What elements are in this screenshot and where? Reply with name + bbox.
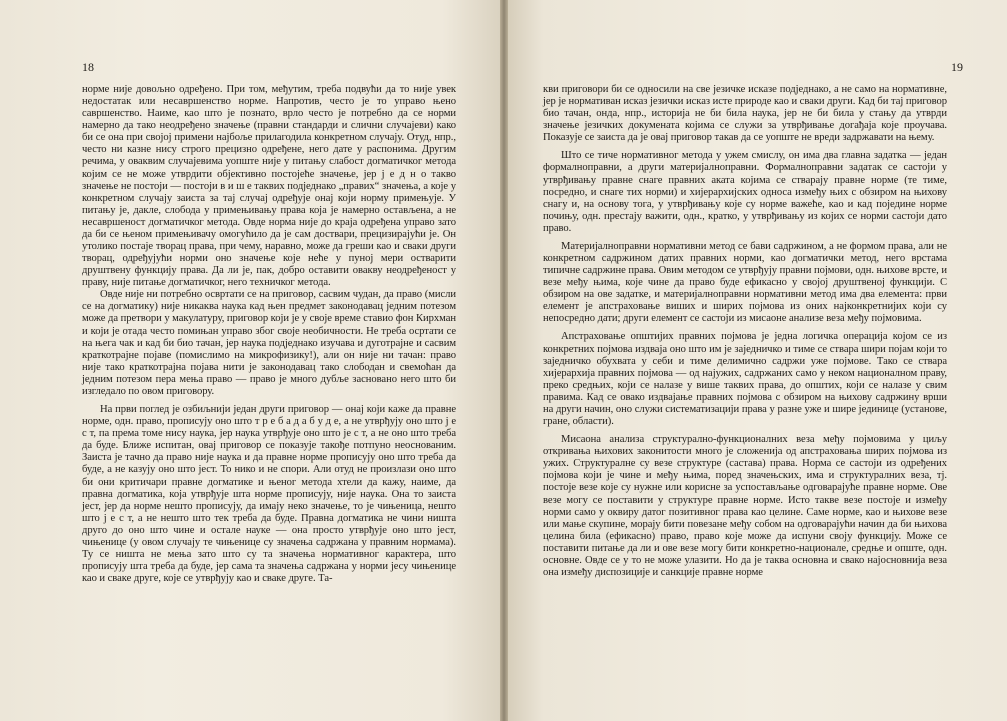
left-page <box>0 0 503 721</box>
book-gutter <box>500 0 508 721</box>
paragraph: На први поглед је озбиљнији један други приговор — онај који каже да правне норме, одн. право, прописују оно што т р е б а д а б у д е, а не утврђују оно што ј е с т, па према томе нису наука, јер наука утврђује оно што је с т, а не оно што треба да буде. Ближе испитан, овај приговор се показује такође потпуно неоснованим. Заиста је тачно да право није наука и да правне норме прописују оно што треба да буде, а не казују оно што јест. То нико и не спори. Али отуд не произлази оно што би они критичари правне догматике и њеног метода хтели да кажу, наиме, да правна догматика, која утврђује шта норме прописују, није наука. Она то заиста јест, јер да норме нешто прописују, да имају неко значење, то је чињеница, нешто што ј е с т, а не нешто што тек треба да буде. Правна догматика не чини ништа друго до оно што чине и остале науке — она просто утврђује оно што јест, чињенице (у овом случају те чињенице су значења садржана у правним нормама). Ту се ништа не мења зато што су та значења нормативног карактера, што прописују шта треба да буде, јер сама та значења садржана у норми јесу чињенице као и сваке друге, које се утврђују као и сваке друге. Та- <box>82 404 456 585</box>
right-page-body <box>543 84 947 579</box>
paragraph: норме није довољно одређено. При том, међутим, треба подвући да то није увек недостатак или несавршенство норме. Напротив, често је то управо њено савршенство. Наиме, као што је познато, врло често је потребно да се норми намерно да тако неодређено значење (правни стандарди и слични случајеви) како би се она при својој примени најбоље прилагодила конкретном случају. Отуд, нпр., често ни казне нису строго прецизно одређене, него дате у распонима. Другим речима, у оваквим случајевима уопште није у питању слабост догматичког метода којим се не може утврдити објективно постојеће значење, јер ј е д н о такво значење не постоји — постоји в и ш е таквих подједнако „правих“ значења, а које у конкретном случају заиста за тај случај одређује онај који норму примењује. У питању је, дакле, слобода у примењивању права која је намерно остављена, а не несавршеност догматичког метода. Овде норма није до краја одређена управо зато да би се њеном примењивачу омогућило да је сам доствари, прецизирајући је. Он утолико постаје творац права, при чему, наравно, може да греши као и сваки други творац, одређујући норми оно значење које неће у пуној мери остварити друштвену функцију права. Да ли је, пак, добро оставити овакву неодређеност у праву, није питање догматичког, него техничког метода. <box>82 84 456 289</box>
page-number-right: 19 <box>951 60 963 74</box>
right-page <box>503 0 1007 721</box>
paragraph: кви приговори би се односили на све језичке исказе подједнако, а не само на нормативне, јер је нормативан исказ језички исказ исте природе као и сваки други. Кад би тај приговор био тачан, онда, нпр., историја не би била наука, јер не би била у стању да утврди значење језичких докумената којима се служи за утврђивање догађаја које проучава. Показује се заиста да је овај приговор такав да се уопште не вреди задржавати на њему. <box>543 84 947 144</box>
paragraph: Што се тиче нормативног метода у ужем смислу, он има два главна задатка — један формалноправни, а други материјалноправни. Формалноправни задатак се састоји у утврђивању правне снаге правних аката којима се стварају правне норме (те тиме, посредно, и снаге тих норми) и хијерархијских односа између њих с обзиром на њихову снагу и, на основу тога, у утврђивању које су норме важеће, као и кад поједине норме почињу, одн. престају важити, одн., кратко, у утврђивању из којих се норми састоји дато право. <box>543 150 947 234</box>
page-number-left: 18 <box>82 60 94 74</box>
left-page-body <box>82 84 456 585</box>
paragraph: Мисаона анализа структурално-функционалних веза међу појмовима у циљу откривања њихових законитости много је сложенија од апстраховања ширих појмова из ужих. Структуралне су везе структуре (састава) права. Норма се састоји из одређених појмова који је чине и међу њима, поред значењских, има и структуралних веза, тј. постоје везе које су нужне или корисне за успостављање одговарајуће правне норме. Ове везе могу се поставити у структуре правне норме. Исто такве везе постоје и између норми само у оквиру датог позитивног права као целине. Саме норме, као и њихове везе или мање скупине, морају бити повезане међу собом на одговарајући начин да би њихова целина била (ефикасно) право, право које може да испуни своју функцију. Може се поставити питање да ли и ове везе могу бити конкретно-национале, средње и опште, одн. основне. Овде се у то не може улазити. Но да је таква основна и свако најосновнија веза она између диспозиције и санкције правне норме <box>543 434 947 578</box>
paragraph: Материјалноправни нормативни метод се бави садржином, а не формом права, али не конкретном садржином датих правних норми, као догматички метод, него врстама типичне садржине права. Овим методом се утврђују правни појмови, одн. њихове врсте, и везе међу њима, које чине да право буде ефикасно у својој друштвеној функцији. С обзиром на ове задатке, и материјалноправни нормативни метод има два елемента: први елемент је апстраховање виших и ширих појмова из оних најконкретнијих који су непосредно дати; други елемент се састоји из мисаоне анализе веза међу појмовима. <box>543 240 947 325</box>
paragraph: Апстраховање општијих правних појмова је једна логичка операција којом се из конкретних појмова издваја оно што им је заједничко и тиме се ствара шири појам који то заједничко обухвата у себи и тиме делимично садржи уже појмове. Тако се ствара хијерархија правних појмова — од најужих, садржаних само у неком националном праву, преко средњих, који се налазе у више таквих права, до општих, који се налазе у свим правима. Кад се овако издвајање правних појмова с обзиром на њихову садржину врши на други начин, оно служи систематизацији права у разне уже и шире јединице (установе, гране, области). <box>543 331 947 428</box>
paragraph: Овде није ни потребно освртати се на приговор, сасвим чудан, да право (мисли се на догматику) није никаква наука кад њен предмет законодавац једним потезом може да претвори у макулатуру, приговор који је у своје време ставио фон Кирхман и који је отада често помињан управо због своје необичности. Не треба осртати се на њега чак и кад би био тачан, јер наука подједнако изучава и дуготрајне и сасвим краткотрајне појаве (помислимо на микрофизику!), али он није ни тачан: право није тако краткотрајна појава нити је законодавац тако слободан и свемоћан да једним потезом пера мења право — право је много дубље засновано него што би изгледало по овом приговору. <box>82 289 456 397</box>
